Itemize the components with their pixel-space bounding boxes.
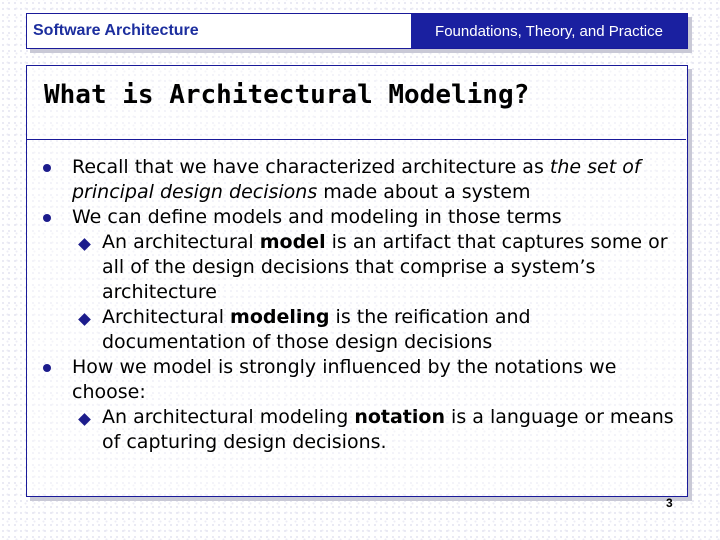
page-number: 3: [666, 496, 673, 510]
bullet-text: An architectural modeling: [102, 406, 355, 428]
sub-bullet-model: [40, 230, 680, 305]
sub-bullet-notation: [40, 405, 680, 455]
title-divider: [27, 139, 686, 140]
bullet-text: An architectural: [102, 231, 260, 253]
bullet-text: We can define models and modeling in those terms: [72, 206, 562, 228]
header-bar: [26, 13, 688, 49]
header-subtitle-panel: [411, 14, 687, 48]
slide-title: What is Architectural Modeling?: [44, 80, 530, 110]
bullet-text: is the reification and documentation of those design decisions: [102, 306, 531, 353]
bullet-text: How we model is strongly influenced by the notations we choose:: [72, 356, 617, 403]
sub-bullet-modeling: [40, 305, 680, 355]
bullet-diamond-icon: [78, 238, 91, 251]
bullet-item-define: [40, 205, 680, 230]
bullet-text: Recall that we have characterized architecture as: [72, 156, 550, 178]
bullet-text: Architectural: [102, 306, 231, 328]
bullet-list: [40, 155, 680, 455]
bullet-keyword: model: [259, 231, 326, 253]
bullet-dot-icon: [43, 164, 51, 172]
bullet-text: is a language or means of capturing design decisions.: [102, 406, 674, 453]
header-course-title: Software Architecture: [33, 22, 199, 39]
bullet-emphasis: the set of principal design decisions: [72, 156, 641, 203]
bullet-dot-icon: [43, 214, 51, 222]
bullet-item-notations: [40, 355, 680, 405]
bullet-item-recall: [40, 155, 680, 205]
bullet-keyword: modeling: [230, 306, 330, 328]
header-subtitle: Foundations, Theory, and Practice: [435, 22, 663, 40]
bullet-text: is an artifact that captures some or all of the design decisions that comprise a system’s architecture: [102, 231, 668, 303]
bullet-diamond-icon: [78, 413, 91, 426]
bullet-dot-icon: [43, 364, 51, 372]
bullet-text: made about a system: [317, 181, 531, 203]
bullet-diamond-icon: [78, 313, 91, 326]
bullet-keyword: notation: [354, 406, 445, 428]
